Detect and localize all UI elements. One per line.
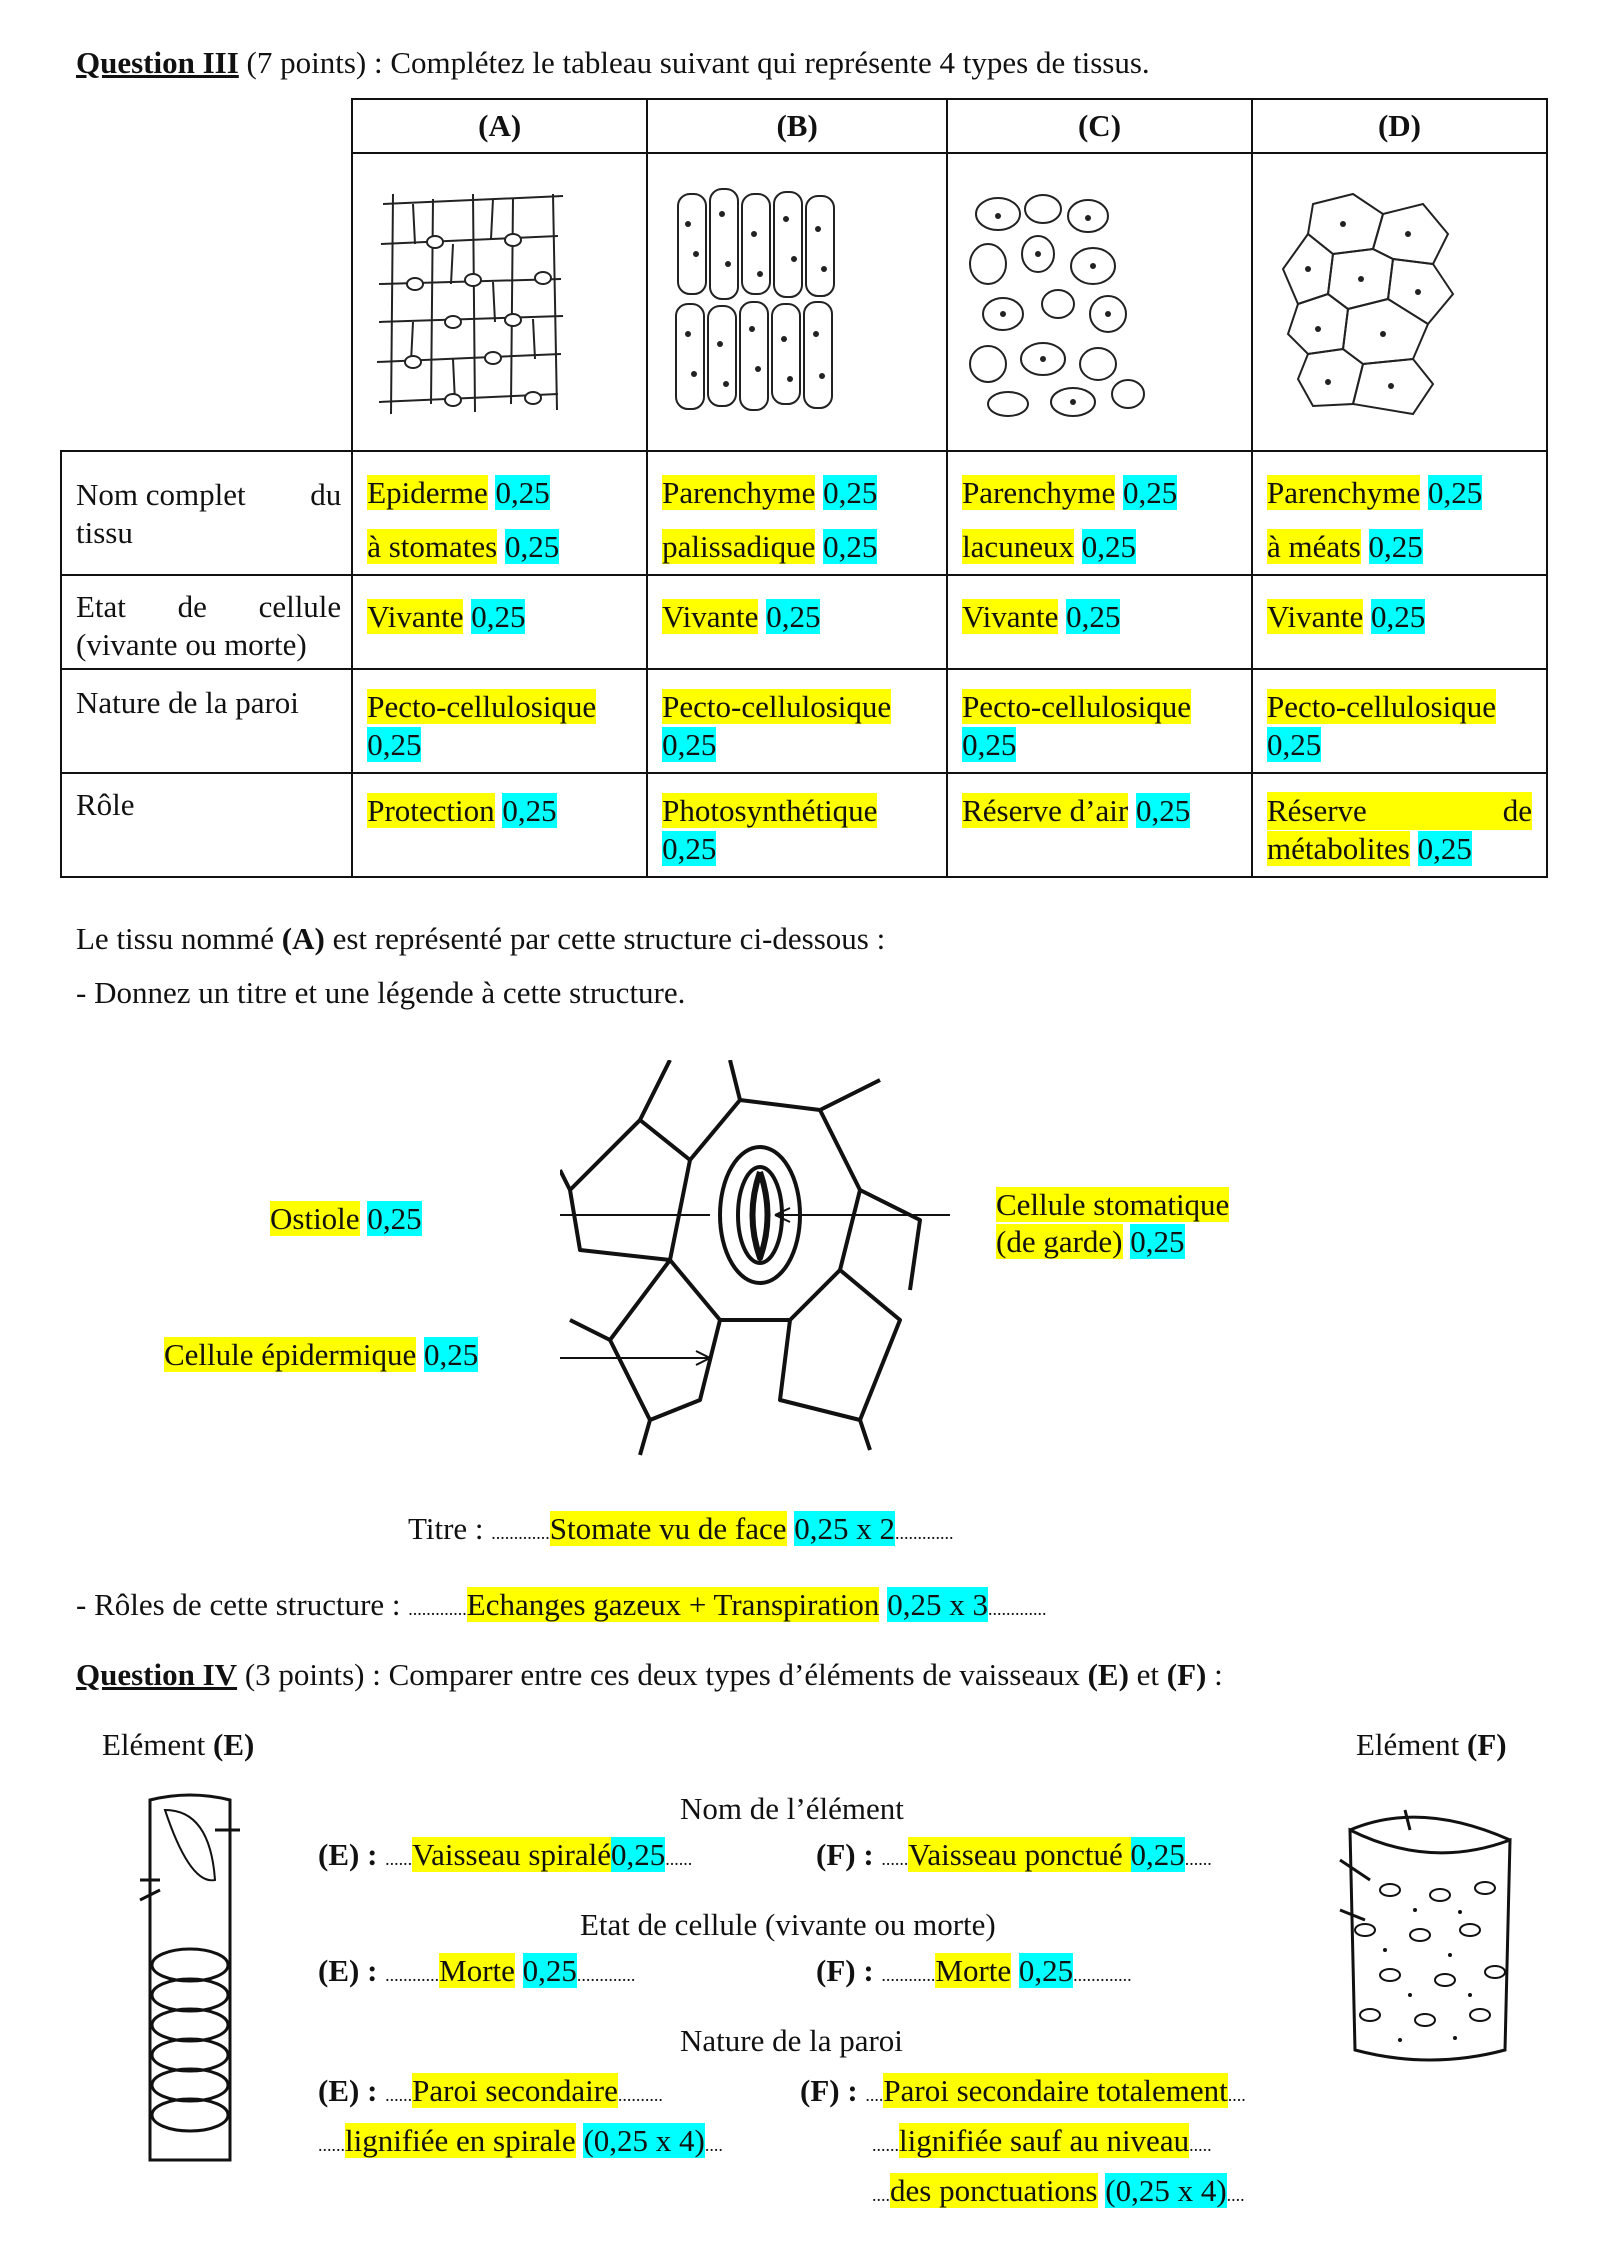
dots: .... (1227, 2085, 1246, 2105)
legend-ostiole-text: Ostiole (270, 1201, 360, 1236)
score: 0,25 (1130, 1837, 1185, 1872)
tissue-image-a (352, 153, 647, 451)
stomate-intro (76, 920, 885, 957)
f-paroi-line-2 (872, 2122, 1212, 2159)
f-etat-line (816, 1952, 1132, 1989)
dots: ...... (881, 1849, 909, 1869)
roles-label: - Rôles de cette structure : (76, 1587, 409, 1622)
f-paroi-1: Paroi secondaire totalement (883, 2073, 1228, 2108)
q4-f: (F) (1166, 1657, 1207, 1692)
paroi-value: Pecto-cellulosique (1266, 689, 1496, 724)
dots: ............. (1073, 1965, 1132, 1985)
titre-value: Stomate vu de face (549, 1511, 787, 1546)
q4-text: Comparer entre ces deux types d’éléments de vaisseaux (388, 1657, 1088, 1692)
paroi-header: Nature de la paroi (680, 2023, 903, 2058)
row-header-nom-2: du (310, 477, 342, 512)
paroi-c (947, 669, 1252, 773)
col-header-c: (C) (947, 99, 1252, 153)
q3-label: Question III (76, 45, 239, 80)
row-header-paroi-text: Nature de la paroi (76, 685, 299, 720)
score: 0,25 (1018, 1953, 1074, 1988)
stomate-drawing (560, 1060, 960, 1460)
f-label: (F) : (816, 1953, 882, 1988)
nom-a (352, 451, 647, 575)
row-header-nom-3: tissu (76, 514, 133, 550)
dots: .... (704, 2135, 723, 2155)
legend-cellule-stomatique-1: Cellule stomatique (996, 1187, 1230, 1222)
row-header-etat-3: cellule (258, 589, 342, 624)
legend-cellule-stomatique-2: (de garde) (996, 1224, 1123, 1260)
e-label: (E) : (318, 2073, 386, 2108)
dots: ..... (1189, 2135, 1212, 2155)
dots: ............ (385, 1965, 440, 1985)
score: 0,25 (1371, 599, 1426, 634)
legend-ostiole (270, 1200, 422, 1237)
roles-value: Echanges gazeux + Transpiration (466, 1587, 880, 1622)
role-a-value: Protection (367, 793, 495, 828)
dots: .... (872, 2185, 890, 2205)
q4-colon: : (1206, 1657, 1223, 1692)
score: 0,25 (766, 599, 821, 634)
row-header-role (61, 773, 352, 877)
f-label: (F) : (816, 1837, 882, 1872)
tissue-table (60, 98, 1548, 878)
etat-value: Vivante (1266, 599, 1364, 634)
score: 0,25 (1066, 599, 1121, 634)
dots: ............. (576, 1965, 636, 1985)
score: 0,25 (611, 1837, 666, 1872)
stomate-roles (76, 1586, 1046, 1623)
dots: .... (865, 2085, 884, 2105)
roles-score: 0,25 x 3 (887, 1587, 988, 1622)
score: 0,25 (495, 475, 550, 510)
stomate-instruction: - Donnez un titre et une légende à cette structure. (76, 975, 686, 1010)
score: 0,25 (1135, 793, 1191, 828)
nom-c-1: Parenchyme (962, 475, 1116, 510)
element-e-letter: (E) (213, 1727, 255, 1762)
score: 0,25 (823, 529, 878, 564)
role-d-2: métabolites (1266, 830, 1410, 866)
palissadique-drawing (648, 154, 941, 442)
etat-a (352, 575, 647, 669)
row-header-etat (61, 575, 352, 669)
q4-label: Question IV (76, 1657, 238, 1692)
stomate-intro-c: est représenté par cette structure ci-dessous : (324, 921, 886, 956)
e-etat: Morte (439, 1953, 515, 1988)
score: 0,25 (662, 726, 717, 762)
f-etat: Morte (935, 1953, 1012, 1988)
role-b-value: Photosynthétique (662, 793, 878, 828)
q4-points: (3 points) : (237, 1657, 389, 1692)
nom-c-2: lacuneux (962, 529, 1074, 564)
stomate-intro-a: Le tissu nommé (76, 921, 282, 956)
element-f-label (1356, 1726, 1507, 1763)
role-d-1a: Réserve (1266, 793, 1367, 828)
score: 0,25 (522, 1953, 577, 1988)
q3-text: Complétez le tableau suivant qui représente 4 types de tissus. (390, 45, 1150, 80)
e-paroi-line-1 (318, 2072, 663, 2109)
dots: ............. (895, 1523, 954, 1543)
vaisseau-ponctue-drawing (1330, 1800, 1530, 2080)
col-header-b: (B) (647, 99, 947, 153)
paroi-value: Pecto-cellulosique (367, 689, 597, 724)
col-header-a: (A) (352, 99, 647, 153)
f-paroi-3: des ponctuations (890, 2173, 1098, 2208)
f-paroi-line-1 (800, 2072, 1246, 2109)
nom-c (947, 451, 1252, 575)
score: 0,25 (1368, 529, 1423, 564)
dots: ............. (491, 1523, 550, 1543)
score: 0,25 (1081, 529, 1136, 564)
nom-a-1: Epiderme (367, 475, 488, 510)
vaisseau-spirale-drawing (120, 1790, 270, 2170)
e-etat-line (318, 1952, 635, 1989)
nom-d-2: à méats (1266, 529, 1361, 564)
q3-heading (76, 44, 1150, 81)
q4-et: et (1128, 1657, 1167, 1692)
q4-e: (E) (1087, 1657, 1129, 1692)
element-e-label (102, 1726, 254, 1763)
role-c-value: Réserve d’air (962, 793, 1129, 828)
tissue-image-c (947, 153, 1252, 451)
score-x4: (0,25 x 4) (1105, 2173, 1227, 2208)
f-label: (F) : (800, 2073, 866, 2108)
etat-b (647, 575, 947, 669)
score: 0,25 (504, 529, 560, 564)
paroi-d (1252, 669, 1547, 773)
dots: ...... (1184, 1849, 1212, 1869)
titre-score: 0,25 x 2 (794, 1511, 895, 1546)
e-paroi-2: lignifiée en spirale (345, 2123, 576, 2158)
nom-d-1: Parenchyme (1266, 475, 1421, 510)
f-nom-line (816, 1836, 1212, 1873)
score: 0,25 (1130, 1224, 1185, 1260)
row-header-role-text: Rôle (76, 787, 135, 822)
q3-points: (7 points) : (238, 45, 391, 80)
paroi-b (647, 669, 947, 773)
e-paroi-1: Paroi secondaire (412, 2073, 618, 2108)
q4-heading (76, 1656, 1223, 1693)
e-label: (E) : (318, 1953, 386, 1988)
element-e-text: Elément (102, 1727, 214, 1762)
lacuneux-drawing (948, 154, 1246, 442)
row-header-etat-1: Etat (76, 589, 126, 624)
paroi-a (352, 669, 647, 773)
nom-a-2: à stomates (367, 529, 498, 564)
row-header-nom (61, 451, 352, 575)
stomate-titre (408, 1510, 954, 1547)
score: 0,25 (502, 793, 557, 828)
dots: ...... (385, 2085, 413, 2105)
meats-drawing (1253, 154, 1546, 442)
tissue-image-b (647, 153, 947, 451)
element-f-text: Elément (1356, 1727, 1468, 1762)
etat-value: Vivante (662, 599, 759, 634)
score: 0,25 (823, 475, 878, 510)
f-paroi-line-3 (872, 2172, 1245, 2209)
score: 0,25 (1427, 475, 1483, 510)
e-nom: Vaisseau spiralé (412, 1837, 612, 1872)
col-header-d: (D) (1252, 99, 1547, 153)
score: 0,25 (662, 830, 717, 866)
score: 0,25 (962, 726, 1017, 762)
etat-c (947, 575, 1252, 669)
nom-d (1252, 451, 1547, 575)
dots: ...... (872, 2135, 899, 2155)
nom-header: Nom de l’élément (680, 1791, 904, 1826)
etat-header: Etat de cellule (vivante ou morte) (580, 1907, 996, 1942)
legend-cellule-epidermique (164, 1336, 478, 1373)
nom-b-1: Parenchyme (662, 475, 816, 510)
nom-b-2: palissadique (662, 529, 816, 564)
e-paroi-line-2 (318, 2122, 723, 2159)
f-paroi-2: lignifiée sauf au niveau (899, 2123, 1190, 2158)
tissue-image-d (1252, 153, 1547, 451)
score-x4: (0,25 x 4) (583, 2123, 705, 2158)
row-header-paroi (61, 669, 352, 773)
dots: .... (1226, 2185, 1245, 2205)
etat-d (1252, 575, 1547, 669)
blank-corner (61, 99, 352, 153)
etat-value: Vivante (962, 599, 1059, 634)
nom-b (647, 451, 947, 575)
blank-corner-2 (61, 153, 352, 451)
legend-cellule-stomatique (996, 1186, 1229, 1260)
f-nom: Vaisseau ponctué (908, 1837, 1131, 1872)
legend-cellule-epidermique-text: Cellule épidermique (164, 1337, 417, 1372)
score: 0,25 (1123, 475, 1178, 510)
role-d-1b: de (1502, 793, 1532, 828)
titre-label: Titre : (408, 1511, 492, 1546)
score: 0,25 (1266, 726, 1322, 762)
row-header-nom-1: Nom complet (76, 477, 246, 512)
row-header-etat-2: de (177, 589, 207, 624)
paroi-value: Pecto-cellulosique (662, 689, 892, 724)
score: 0,25 (367, 726, 422, 762)
score: 0,25 (367, 1201, 422, 1236)
role-b (647, 773, 947, 877)
dots: ............ (881, 1965, 936, 1985)
score: 0,25 (423, 1337, 479, 1372)
role-c (947, 773, 1252, 877)
dots: ...... (318, 2135, 345, 2155)
paroi-value: Pecto-cellulosique (962, 689, 1192, 724)
dots: ...... (385, 1849, 413, 1869)
dots: ...... (665, 1849, 693, 1869)
row-header-etat-4: (vivante ou morte) (76, 626, 307, 662)
score: 0,25 (1417, 830, 1472, 866)
etat-value: Vivante (367, 599, 464, 634)
dots: .......... (617, 2085, 663, 2105)
e-label: (E) : (318, 1837, 386, 1872)
role-a (352, 773, 647, 877)
dots: ............. (408, 1599, 467, 1619)
score: 0,25 (471, 599, 526, 634)
stomate-intro-b: (A) (281, 921, 325, 956)
e-nom-line (318, 1836, 692, 1873)
element-f-letter: (F) (1467, 1727, 1507, 1762)
role-d (1252, 773, 1547, 877)
dots: ............. (987, 1599, 1047, 1619)
epiderme-drawing (353, 154, 644, 442)
